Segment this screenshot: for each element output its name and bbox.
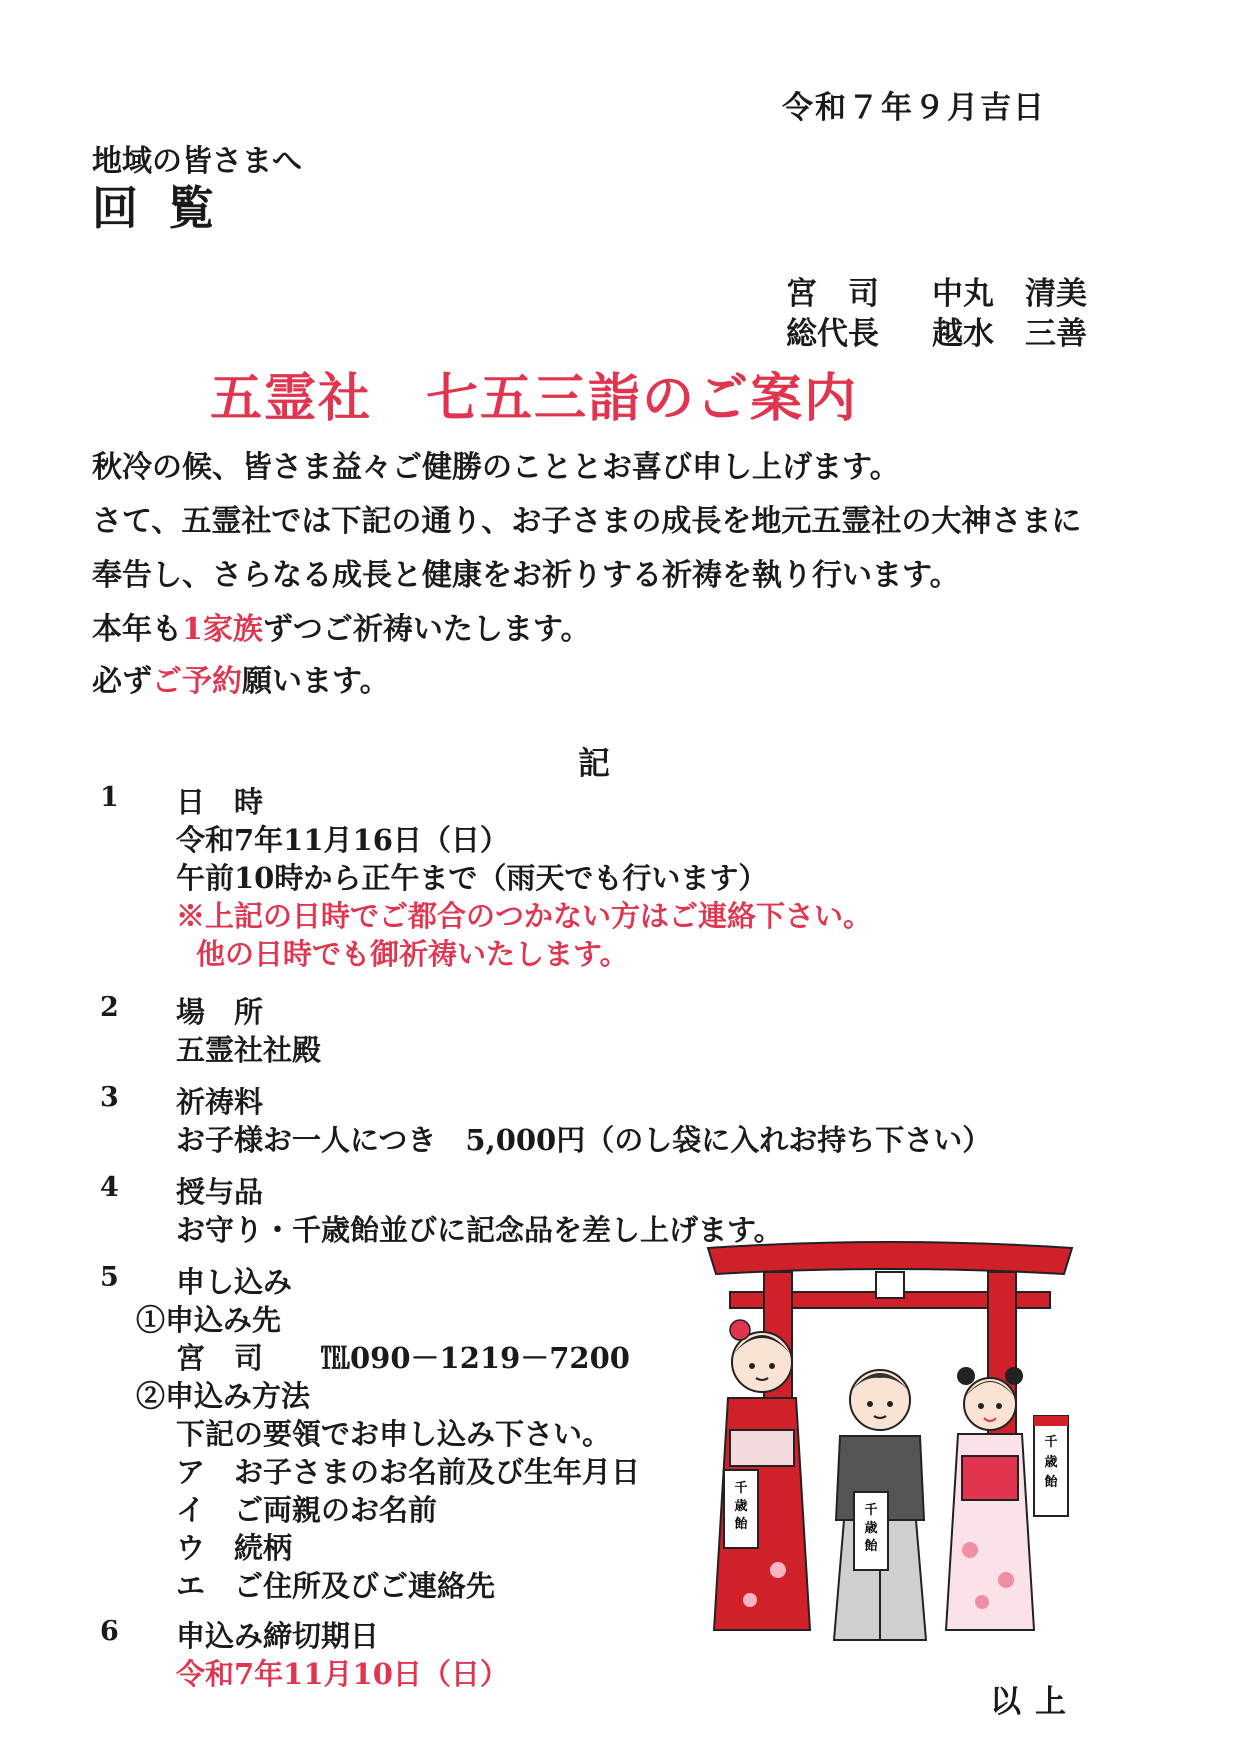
bag-label: 飴	[864, 1539, 878, 1554]
signatory-role: 宮 司	[786, 276, 879, 312]
method-item-u: ウ 続柄	[176, 1531, 293, 1565]
application-contact-heading: ①申込み先	[136, 1303, 282, 1337]
bag-label: 千	[734, 1481, 748, 1496]
page-title: 五霊社 七五三詣のご案内	[210, 368, 859, 429]
girl-small-icon	[946, 1367, 1034, 1630]
intro-line-2: さて、五霊社では下記の通り、お子さまの成長を地元五霊社の大神さまに	[92, 504, 1082, 539]
item-label-fee: 祈祷料	[176, 1085, 264, 1119]
schedule-note-2: 他の日時でも御祈祷いたします。	[196, 937, 629, 971]
bag-label: 飴	[734, 1517, 748, 1532]
signatory-name: 中丸 清美	[932, 276, 1087, 312]
intro-text: 願います。	[242, 664, 390, 699]
intro-text: ずつご祈祷いたします。	[262, 612, 591, 647]
intro-line-5	[92, 656, 390, 700]
method-intro: 下記の要領でお申し込み下さい。	[176, 1417, 612, 1451]
bag-label: 飴	[1044, 1475, 1058, 1490]
item-label-deadline: 申込み締切期日	[176, 1619, 380, 1653]
item-label-gifts: 授与品	[176, 1175, 264, 1209]
recipient: 地域の皆さまへ	[92, 144, 302, 179]
highlight-reservation: ご予約	[152, 664, 242, 699]
deadline-date: 令和7年11月10日（日）	[176, 1657, 509, 1691]
intro-text: 必ず	[92, 664, 152, 699]
bag-label: 千	[864, 1503, 878, 1518]
item-number: 3	[100, 1082, 119, 1113]
item-number: 4	[100, 1172, 119, 1203]
intro-line-1: 秋冷の候、皆さま益々ご健勝のこととお喜び申し上げます。	[92, 450, 900, 485]
chitose-ame-bag-icon	[1034, 1416, 1068, 1516]
signatory-priest	[786, 268, 1087, 313]
intro-text: 本年も	[92, 612, 182, 647]
closing-mark: 以上	[990, 1684, 1080, 1720]
highlight-one-family: 1家族	[182, 612, 263, 647]
intro-line-4	[92, 604, 590, 648]
signatory-role: 総代長	[786, 316, 879, 352]
item-number: 6	[100, 1616, 119, 1647]
signatory-representative	[786, 308, 1087, 353]
contact-phone: 宮 司 ℡090－1219－7200	[176, 1341, 630, 1375]
item-number: 5	[100, 1262, 119, 1293]
item-number: 1	[100, 782, 119, 813]
bag-label: 歳	[734, 1499, 748, 1514]
place-value: 五霊社社殿	[176, 1033, 322, 1067]
circulation-label: 回覧	[92, 181, 244, 235]
torii-children-illustration	[700, 1230, 1080, 1670]
chitose-ame-bag-icon	[854, 1492, 888, 1570]
bag-label: 歳	[1044, 1455, 1058, 1470]
gifts-value: お守り・千歳飴並びに記念品を差し上げます。	[176, 1213, 783, 1247]
method-item-e: エ ご住所及びご連絡先	[176, 1569, 496, 1603]
fee-value: お子様お一人につき 5,000円（のし袋に入れお持ち下さい）	[176, 1123, 992, 1157]
intro-line-3: 奉告し、さらなる成長と健康をお祈りする祈祷を執り行います。	[92, 558, 960, 593]
schedule-note-1: ※上記の日時でご都合のつかない方はご連絡下さい。	[176, 899, 873, 933]
bag-label: 千	[1044, 1435, 1058, 1450]
bag-label: 歳	[864, 1521, 878, 1536]
issue-date: 令和７年９月吉日	[782, 90, 1046, 126]
method-item-i: イ ご両親のお名前	[176, 1493, 438, 1527]
method-item-a: ア お子さまのお名前及び生年月日	[176, 1455, 641, 1489]
application-method-heading: ②申込み方法	[136, 1379, 311, 1413]
event-time: 午前10時から正午まで（雨天でも行います）	[176, 861, 768, 895]
item-label-datetime: 日 時	[176, 785, 264, 819]
chitose-ame-bag-icon	[724, 1470, 758, 1548]
item-label-place: 場 所	[176, 995, 264, 1029]
item-number: 2	[100, 992, 119, 1023]
ki-heading: 記	[578, 744, 611, 782]
event-date: 令和7年11月16日（日）	[176, 823, 509, 857]
item-label-application: 申し込み	[176, 1265, 293, 1299]
signatory-name: 越水 三善	[932, 316, 1087, 352]
